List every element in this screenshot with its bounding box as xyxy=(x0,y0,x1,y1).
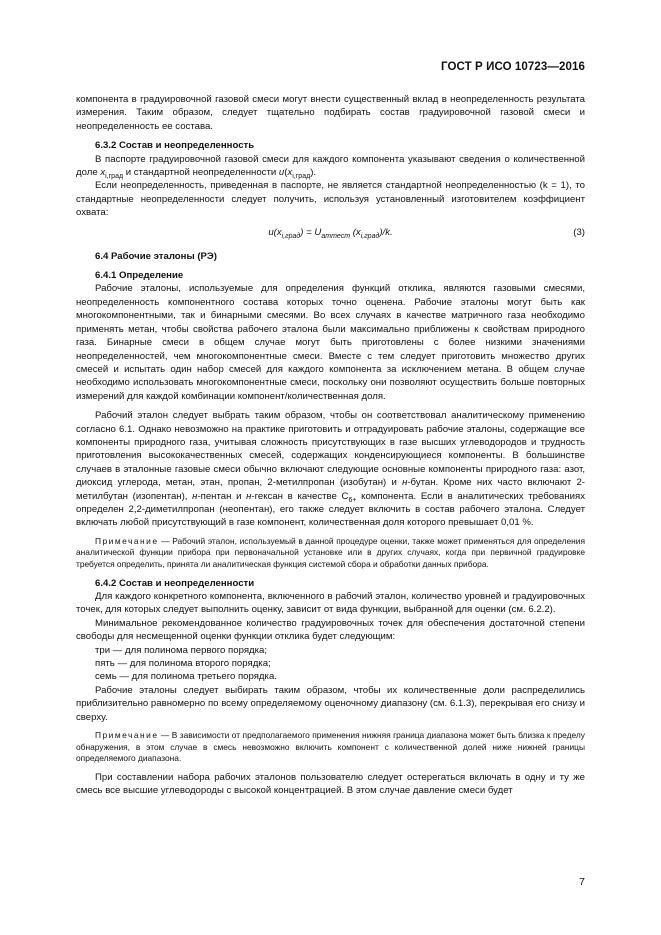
note-label: Примечание xyxy=(95,730,159,741)
section-6-3-2-paragraph-2: Если неопределенность, приведенная в паспорте, не является стандартной неопределенностью (k = 1), то стандартные неопределенности следует получить, используя установленный изготовителем коэффициент охвата: xyxy=(76,180,585,219)
formula-number: (3) xyxy=(573,226,585,238)
section-6-4-1-heading: 6.4.1 Определение xyxy=(95,270,184,282)
standard-number: ГОСТ Р ИСО 10723—2016 xyxy=(440,61,585,73)
document-body xyxy=(76,93,585,798)
section-6-3-2-heading: 6.3.2 Состав и неопределенность xyxy=(95,140,255,152)
list-item: семь — для полинома третьего порядка. xyxy=(95,671,277,683)
section-6-3-2-paragraph-1: В паспорте градуировочной газовой смеси для каждого компонента указывают сведения о количественной доле $x_{i,град}$ и стандартной неопределенности $u(x_{i,град})$. xyxy=(76,153,585,181)
section-6-4-heading: 6.4 Рабочие эталоны (РЭ) xyxy=(95,250,217,262)
list-item: пять — для полинома второго порядка; xyxy=(95,658,271,669)
formula-3: $u(x_{i,град}) = U_{аттест}$ $(x_{i,град})/k$. (3) xyxy=(268,226,585,240)
section-6-4-2-paragraph-1: Для каждого конкретного компонента, включенного в рабочий эталон, количество уровней и градуировочных точек, для которых следует выполнить оценку, зависит от вида функции, выбранной для оценки (см. 6.2.2). xyxy=(76,590,585,616)
section-6-4-2-paragraph-3: Рабочие эталоны следует выбирать таким образом, чтобы их количественные доли распределились приблизительно равномерно по всему определяемому оценочному диапазону (см. 6.1.3), перекрывая его снизу и сверху. xyxy=(76,684,585,723)
section-6-4-1-paragraph-2: Рабочий эталон следует выбрать таким образом, чтобы он соответствовал аналитическому применению согласно 6.1. Однако невозможно на практике приготовить и отградуировать рабочие эталоны, содержащие все компоненты природного газа, учитывая сложность присутствующих в газе высших углеводородов и трудность приготовления высококачественных смесей, содержащих конденсирующиеся компоненты. В большинстве случаев в эталонные газовые смеси обычно включают следующие основные компоненты природного газа: азот, диоксид углерода, метан, этан, пропан, 2-метилпропан (изобутан) и н-бутан. Кроме них часто включают 2-метилбутан (изопентан), н-пентан и н-гексан в качестве $C_{6+}$ компонента. Если в аналитических требованиях определен 2,2-диметилпропан (неопентан), его также следует включить в состав рабочего эталона. Следует включать любой присутствующий в газе компонент, количественная доля которого превышает 0,01 %. xyxy=(76,410,585,529)
calibration-points-list xyxy=(76,644,585,684)
intro-paragraph: компонента в градуировочной газовой смеси могут внести существенный вклад в неопределенность результата измерения. Таким образом, следует тщательно подбирать состав градуировочной газовой смеси и неопределенность ее состава. xyxy=(76,94,585,132)
list-item: три — для полинома первого порядка; xyxy=(95,644,268,656)
note-label: Примечание xyxy=(95,535,159,546)
section-6-4-2-paragraph-2: Минимальное рекомендованное количество градуировочных точек для обеспечения достаточной степени свободы для несмещенной оценки функции отклика будет следующим: xyxy=(76,617,585,643)
section-6-4-1-note: Примечание — Рабочий эталон, используемый в данной процедуре оценки, также может применяться для определения аналитической функции прибора при первоначальной установке или в других случаях, когда при первичной градуировке требуется определить, принята ли аналитическая функция системой сбора и обработки данных прибора. xyxy=(76,535,585,569)
section-6-4-1-paragraph-1: Рабочие эталоны, используемые для определения функций отклика, являются газовыми смесями, неопределенность компонентного состава которых точно оценена. Рабочие эталоны могут быть как многокомпонентными, так и бинарными смесями. Во всех случаях в качестве матричного газа необходимо применять метан, чтобы свойства рабочего эталона были максимально приближены к свойствам природного газа. Бинарные смеси в общем случае могут быть приготовлены с более низкими значениями неопределенностей, чем многокомпонентные смеси. Вместе с тем следует приготовить множество других смесей и испытать один набор смесей для каждого компонента за исключением метана. В общем случае необходимо использовать многокомпонентные смеси, поскольку они позволяют осуществить больше повторных измерений для каждой комбинации компонент/количественная доля. xyxy=(76,283,585,402)
section-6-4-2-note: Примечание — В зависимости от предполагаемого применения нижняя граница диапазона может быть близка к пределу обнаружения, в этом случае в смесь невозможно включить компонент с количественной долей ниже нижней границы определяемого диапазона. xyxy=(76,730,585,764)
section-6-4-2-heading: 6.4.2 Состав и неопределенности xyxy=(95,577,255,589)
page-number: 7 xyxy=(579,876,585,888)
section-6-4-2-paragraph-4: При составлении набора рабочих эталонов пользователю следует остерегаться включать в одну и ту же смесь все высшие углеводороды с высокой концентрацией. В этом случае давление смеси будет xyxy=(76,771,585,797)
